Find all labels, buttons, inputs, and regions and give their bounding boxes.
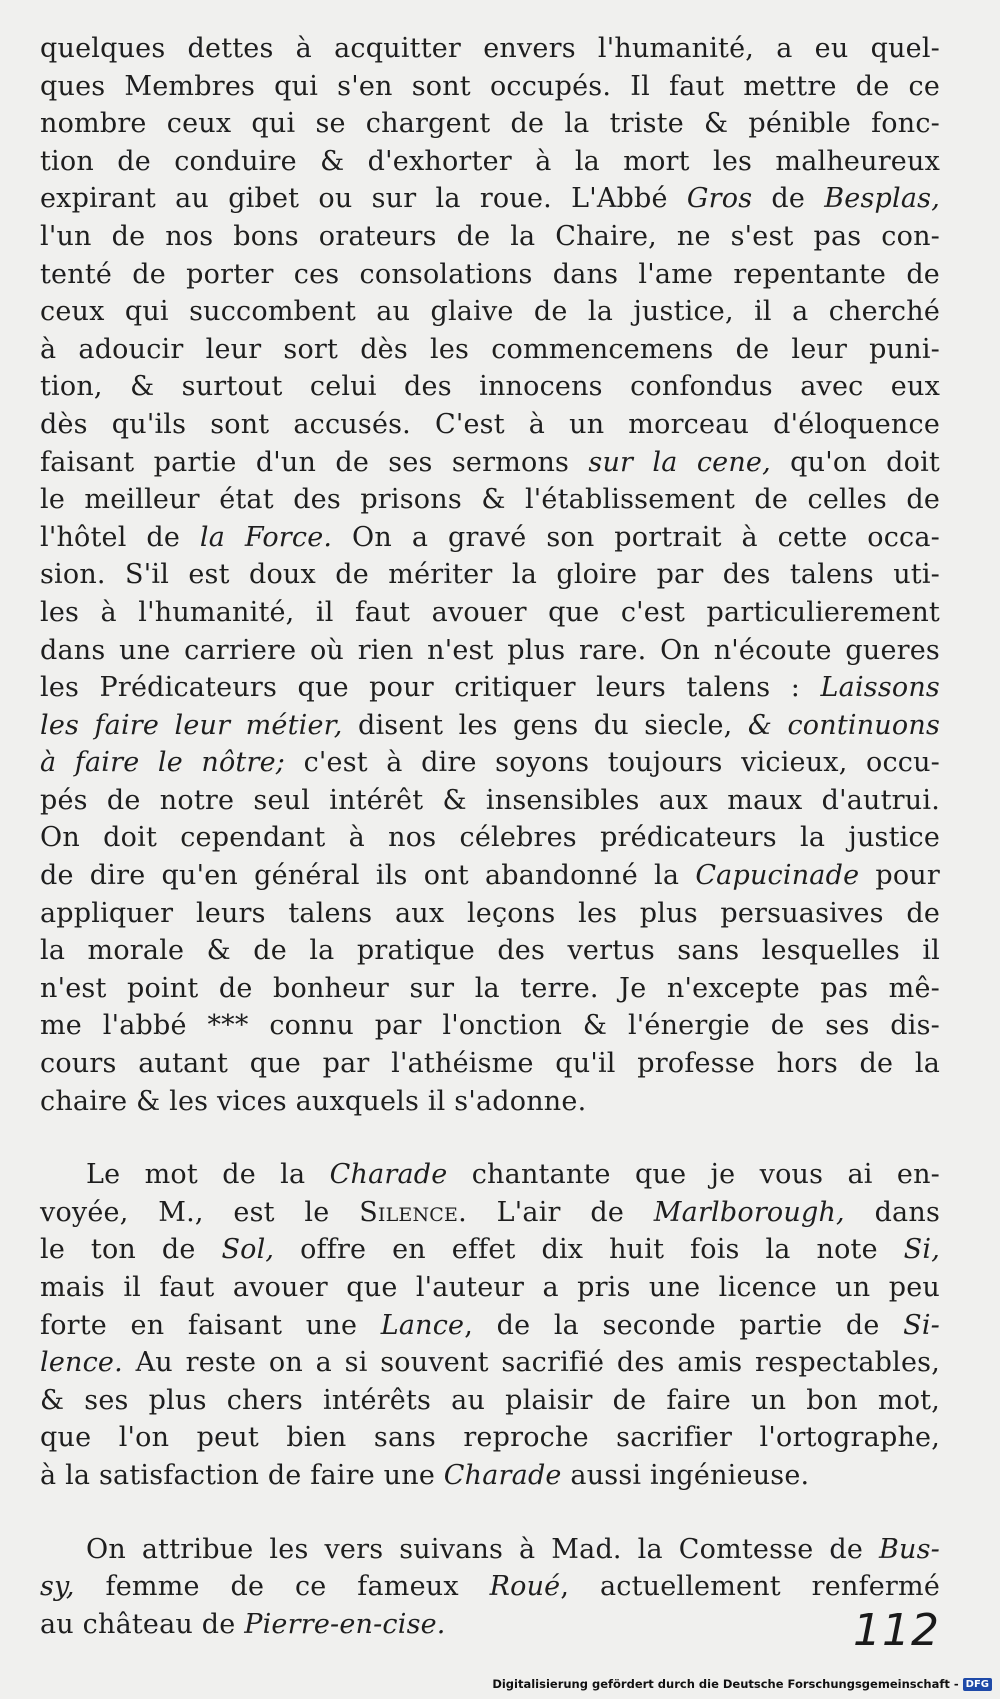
text-segment: dès qu'ils sont accusés. C'est à un morceau d'éloquence xyxy=(40,408,940,440)
text-segment: chantante que je vous ai en- xyxy=(447,1159,940,1191)
text-segment: Si, xyxy=(903,1234,940,1266)
text-segment: dans xyxy=(844,1196,940,1228)
text-segment: Laissons xyxy=(820,672,940,704)
text-line xyxy=(40,30,940,68)
text-line xyxy=(40,744,940,782)
text-segment: cours autant que par l'athéisme qu'il professe hors de la xyxy=(40,1048,940,1080)
text-segment: n'est point de bonheur sur la terre. Je n'excepte pas mê- xyxy=(40,972,940,1004)
text-line xyxy=(40,1083,940,1121)
text-segment: les à l'humanité, il faut avouer que c'est particulierement xyxy=(40,596,940,628)
text-segment: ques Membres qui s'en sont occupés. Il faut mettre de ce xyxy=(40,70,940,102)
text-segment: qu'on doit xyxy=(770,446,940,478)
text-line xyxy=(40,180,940,218)
text-segment: Gros xyxy=(686,183,753,215)
text-segment: sy, xyxy=(40,1571,75,1603)
text-segment: forte en faisant une xyxy=(40,1309,381,1341)
text-segment: au château de xyxy=(40,1608,245,1640)
text-segment: voyée, M., est le xyxy=(40,1196,360,1228)
text-segment: tion de conduire & d'exhorter à la mort les malheureux xyxy=(40,145,940,177)
text-line xyxy=(40,594,940,632)
text-line xyxy=(40,481,940,519)
text-segment: Silence. xyxy=(359,1196,467,1228)
text-segment: pés de notre seul intérêt & insensibles aux maux d'autrui. xyxy=(40,784,940,816)
text-line xyxy=(40,1606,940,1644)
text-segment: la morale & de la pratique des vertus sans lesquelles il xyxy=(40,935,940,967)
text-segment: à adoucir leur sort dès les commencemens de leur puni- xyxy=(40,333,940,365)
text-segment: la Force. xyxy=(199,521,333,553)
text-segment: Besplas, xyxy=(824,183,940,215)
text-segment: Marlborough, xyxy=(653,1196,845,1228)
text-segment: Roué xyxy=(489,1571,561,1603)
text-line xyxy=(40,519,940,557)
text-segment: pour xyxy=(859,860,941,892)
text-segment: l'un de nos bons orateurs de la Chaire, ne s'est pas con- xyxy=(40,220,940,252)
text-segment: , de la seconde partie de xyxy=(464,1309,904,1341)
text-segment: ceux qui succombent au glaive de la justice, il a cherché xyxy=(40,296,940,328)
text-segment: Si- xyxy=(903,1309,940,1341)
text-line xyxy=(40,293,940,331)
text-segment: expirant au gibet ou sur la roue. L'Abbé xyxy=(40,183,687,215)
text-line xyxy=(40,218,940,256)
text-line xyxy=(40,444,940,482)
text-line xyxy=(40,143,940,181)
text-segment: lence. xyxy=(40,1347,123,1379)
paragraph xyxy=(40,1531,940,1644)
text-segment: Bus- xyxy=(878,1533,940,1565)
text-line xyxy=(40,1307,940,1345)
text-segment: sur la cene, xyxy=(588,446,771,478)
text-segment: On attribue les vers suivans à Mad. la Comtesse de xyxy=(86,1533,879,1565)
text-segment: , actuellement renfermé xyxy=(560,1571,941,1603)
text-segment: mais il faut avouer que l'auteur a pris une licence un peu xyxy=(40,1272,940,1303)
text-segment: l'hôtel de xyxy=(40,521,200,553)
text-line xyxy=(40,707,940,745)
text-segment: Charade xyxy=(443,1459,562,1491)
text-segment: disent les gens du siecle, xyxy=(342,709,748,741)
text-segment: c'est à dire soyons toujours vicieux, occu- xyxy=(285,747,941,779)
text-segment: le ton de xyxy=(40,1234,222,1266)
text-line xyxy=(40,1194,940,1232)
text-segment: appliquer leurs talens aux leçons les plus persuasives de xyxy=(40,897,940,929)
text-segment: de xyxy=(752,183,825,215)
text-segment: tion, & surtout celui des innocens confondus avec eux xyxy=(40,371,940,403)
body-text xyxy=(40,30,940,1643)
text-line xyxy=(40,632,940,670)
text-segment: Au reste on a si souvent sacrifié des amis respectables, xyxy=(122,1347,940,1379)
text-line xyxy=(40,819,940,857)
text-segment: le meilleur état des prisons & l'établissement de celles de xyxy=(40,484,940,516)
text-segment: Lance xyxy=(380,1309,465,1341)
text-segment: & ses plus chers intérêts au plaisir de faire un bon mot, xyxy=(40,1384,940,1416)
text-line xyxy=(40,1419,940,1457)
text-segment: aussi ingénieuse. xyxy=(561,1459,810,1491)
text-line xyxy=(40,1007,940,1045)
text-segment: L'air de xyxy=(466,1196,654,1228)
text-segment: On a gravé son portrait à cette occa- xyxy=(332,521,940,553)
page-number: 112 xyxy=(853,1605,940,1656)
text-line xyxy=(40,970,940,1008)
text-segment: tenté de porter ces consolations dans l'ame repentante de xyxy=(40,258,940,290)
text-line xyxy=(40,368,940,406)
text-line xyxy=(40,669,940,707)
text-line xyxy=(40,68,940,106)
footer-credit-text: Digitalisierung gefördert durch die Deutsche Forschungsgemeinschaft - xyxy=(492,1677,959,1691)
text-line xyxy=(40,1045,940,1083)
text-segment: & continuons xyxy=(747,709,940,741)
text-segment: chaire & les vices auxquels il s'adonne. xyxy=(40,1085,587,1117)
text-segment: Capucinade xyxy=(695,860,860,892)
text-segment: à la satisfaction de faire une xyxy=(40,1459,444,1491)
text-line xyxy=(40,1531,940,1569)
text-segment: offre en effet dix huit fois la note xyxy=(274,1234,904,1266)
text-line xyxy=(40,782,940,820)
text-segment: quelques dettes à acquitter envers l'humanité, a eu quel- xyxy=(40,33,940,64)
paragraph-gap xyxy=(40,1495,940,1531)
paragraph-gap xyxy=(40,1120,940,1156)
text-segment: les Prédicateurs que pour critiquer leurs talens : xyxy=(40,672,821,704)
text-segment: Charade xyxy=(329,1159,448,1191)
text-segment: Sol, xyxy=(221,1234,275,1266)
text-segment: les faire leur métier, xyxy=(40,709,343,741)
text-line xyxy=(40,932,940,970)
text-line xyxy=(40,1457,940,1495)
dfg-logo: DFG xyxy=(963,1678,992,1691)
text-line xyxy=(40,105,940,143)
text-line xyxy=(40,406,940,444)
digitization-footer xyxy=(492,1673,992,1695)
text-segment: dans une carriere où rien n'est plus rare. On n'écoute gueres xyxy=(40,634,940,666)
text-line xyxy=(40,1382,940,1420)
text-line xyxy=(40,857,940,895)
text-line xyxy=(40,895,940,933)
text-segment: de dire qu'en général ils ont abandonné la xyxy=(40,860,696,892)
text-segment: me l'abbé *** connu par l'onction & l'énergie de ses dis- xyxy=(40,1010,940,1042)
text-segment: Le mot de la xyxy=(86,1159,330,1191)
text-segment: que l'on peut bien sans reproche sacrifier l'ortographe, xyxy=(40,1422,940,1454)
text-line xyxy=(40,1269,940,1307)
text-segment: sion. S'il est doux de mériter la gloire par des talens uti- xyxy=(40,559,940,591)
text-segment: à faire le nôtre; xyxy=(40,747,286,779)
text-segment: faisant partie d'un de ses sermons xyxy=(40,446,589,478)
text-segment: On doit cependant à nos célebres prédicateurs la justice xyxy=(40,822,940,854)
text-line xyxy=(40,331,940,369)
paragraph xyxy=(40,1156,940,1494)
text-line xyxy=(40,1231,940,1269)
text-line xyxy=(40,1344,940,1382)
paragraph xyxy=(40,30,940,1120)
text-segment: nombre ceux qui se chargent de la triste & pénible fonc- xyxy=(40,108,940,140)
text-line xyxy=(40,1156,940,1194)
text-line xyxy=(40,556,940,594)
text-segment: Pierre-en-cise. xyxy=(244,1608,446,1640)
text-line xyxy=(40,1568,940,1606)
text-line xyxy=(40,256,940,294)
text-segment: femme de ce fameux xyxy=(74,1571,490,1603)
